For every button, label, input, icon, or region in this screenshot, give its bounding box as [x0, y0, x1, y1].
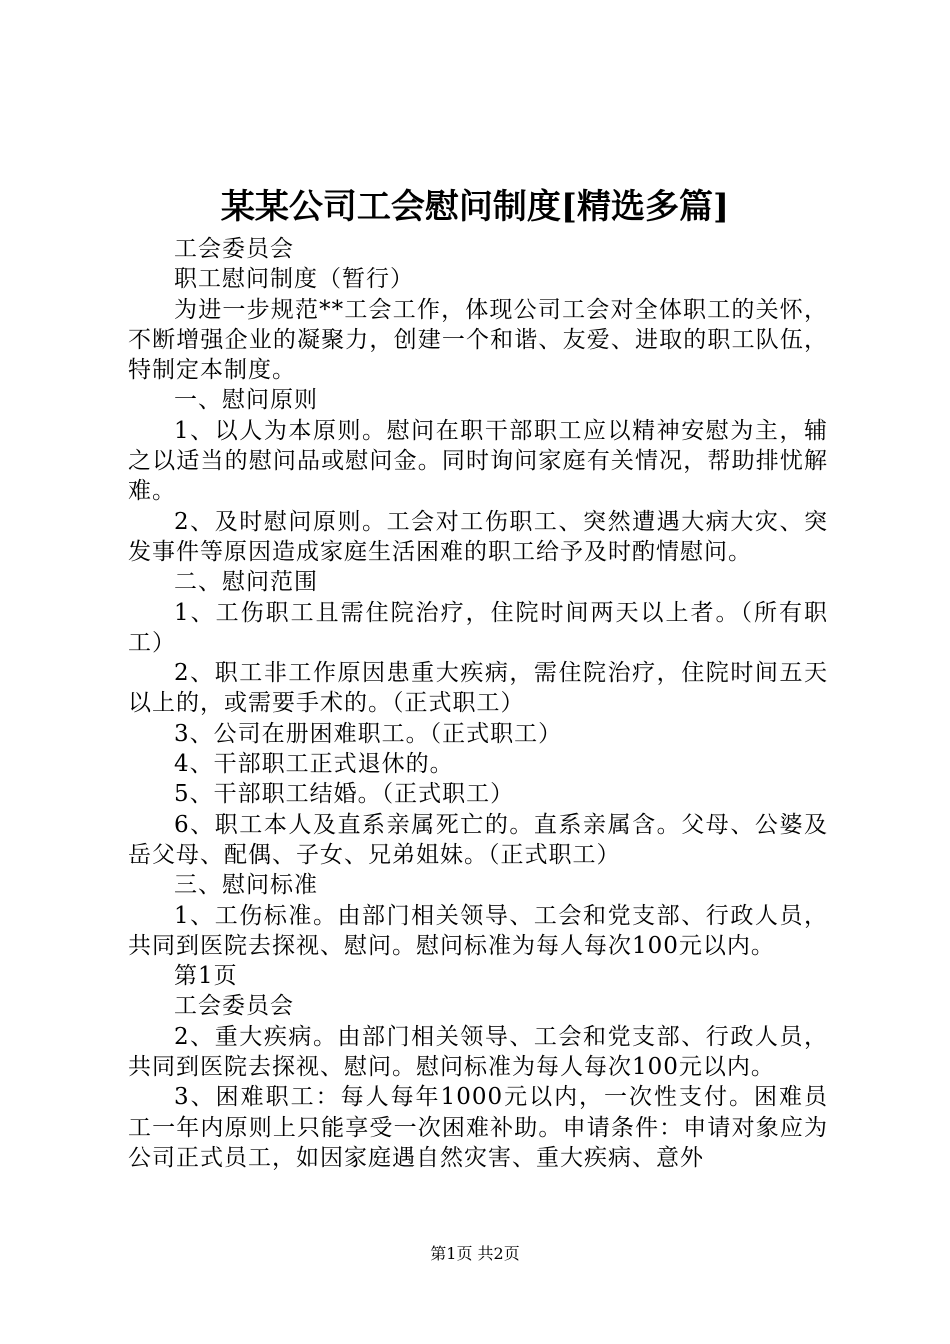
section-heading: 三、慰问标准	[174, 872, 318, 899]
paragraph: 职工慰问制度（暂行）	[174, 266, 414, 293]
document-title: 某某公司工会慰问制度[精选多篇]	[220, 187, 730, 227]
page-marker: 第1页	[174, 963, 238, 990]
paragraph: 5、干部职工结婚。（正式职工）	[174, 781, 515, 808]
paragraph: 工会委员会	[174, 993, 294, 1020]
section-heading: 二、慰问范围	[174, 569, 318, 596]
paragraph: 6、职工本人及直系亲属死亡的。直系亲属含。父母、公婆及岳父母、配偶、子女、兄弟姐妹。（正式职工）	[128, 811, 828, 868]
paragraph: 2、重大疾病。由部门相关领导、工会和党支部、行政人员，共同到医院去探视、慰问。慰问标准为每人每次100元以内。	[128, 1023, 828, 1081]
paragraph: 1、以人为本原则。慰问在职干部职工应以精神安慰为主，辅之以适当的慰问品或慰问金。同时询问家庭有关情况，帮助排忧解难。	[128, 417, 828, 505]
paragraph: 1、工伤标准。由部门相关领导、工会和党支部、行政人员，共同到医院去探视、慰问。慰问标准为每人每次100元以内。	[128, 902, 828, 959]
paragraph: 1、工伤职工且需住院治疗，住院时间两天以上者。（所有职工）	[128, 599, 828, 656]
paragraph: 2、及时慰问原则。工会对工伤职工、突然遭遇大病大灾、突发事件等原因造成家庭生活困难的职工给予及时酌情慰问。	[128, 508, 828, 565]
paragraph: 4、干部职工正式退休的。	[174, 751, 454, 778]
page-footer: 第1页 共2页	[430, 1244, 520, 1263]
paragraph: 工会委员会	[174, 236, 294, 262]
paragraph: 3、困难职工：每人每年1000元以内，一次性支付。困难员工一年内原则上只能享受一次困难补助。申请条件：申请对象应为公司正式员工，如因家庭遇自然灾害、重大疾病、意外	[128, 1084, 828, 1171]
paragraph: 3、公司在册困难职工。（正式职工）	[174, 720, 563, 747]
paragraph: 2、职工非工作原因患重大疾病，需住院治疗，住院时间五天以上的，或需要手术的。（正式职工）	[128, 660, 828, 717]
document-body	[128, 234, 828, 1173]
section-heading: 一、慰问原则	[174, 387, 318, 414]
paragraph: 为进一步规范**工会工作，体现公司工会对全体职工的关怀，不断增强企业的凝聚力，创建一个和谐、友爱、进取的职工队伍，特制定本制度。	[128, 296, 828, 384]
